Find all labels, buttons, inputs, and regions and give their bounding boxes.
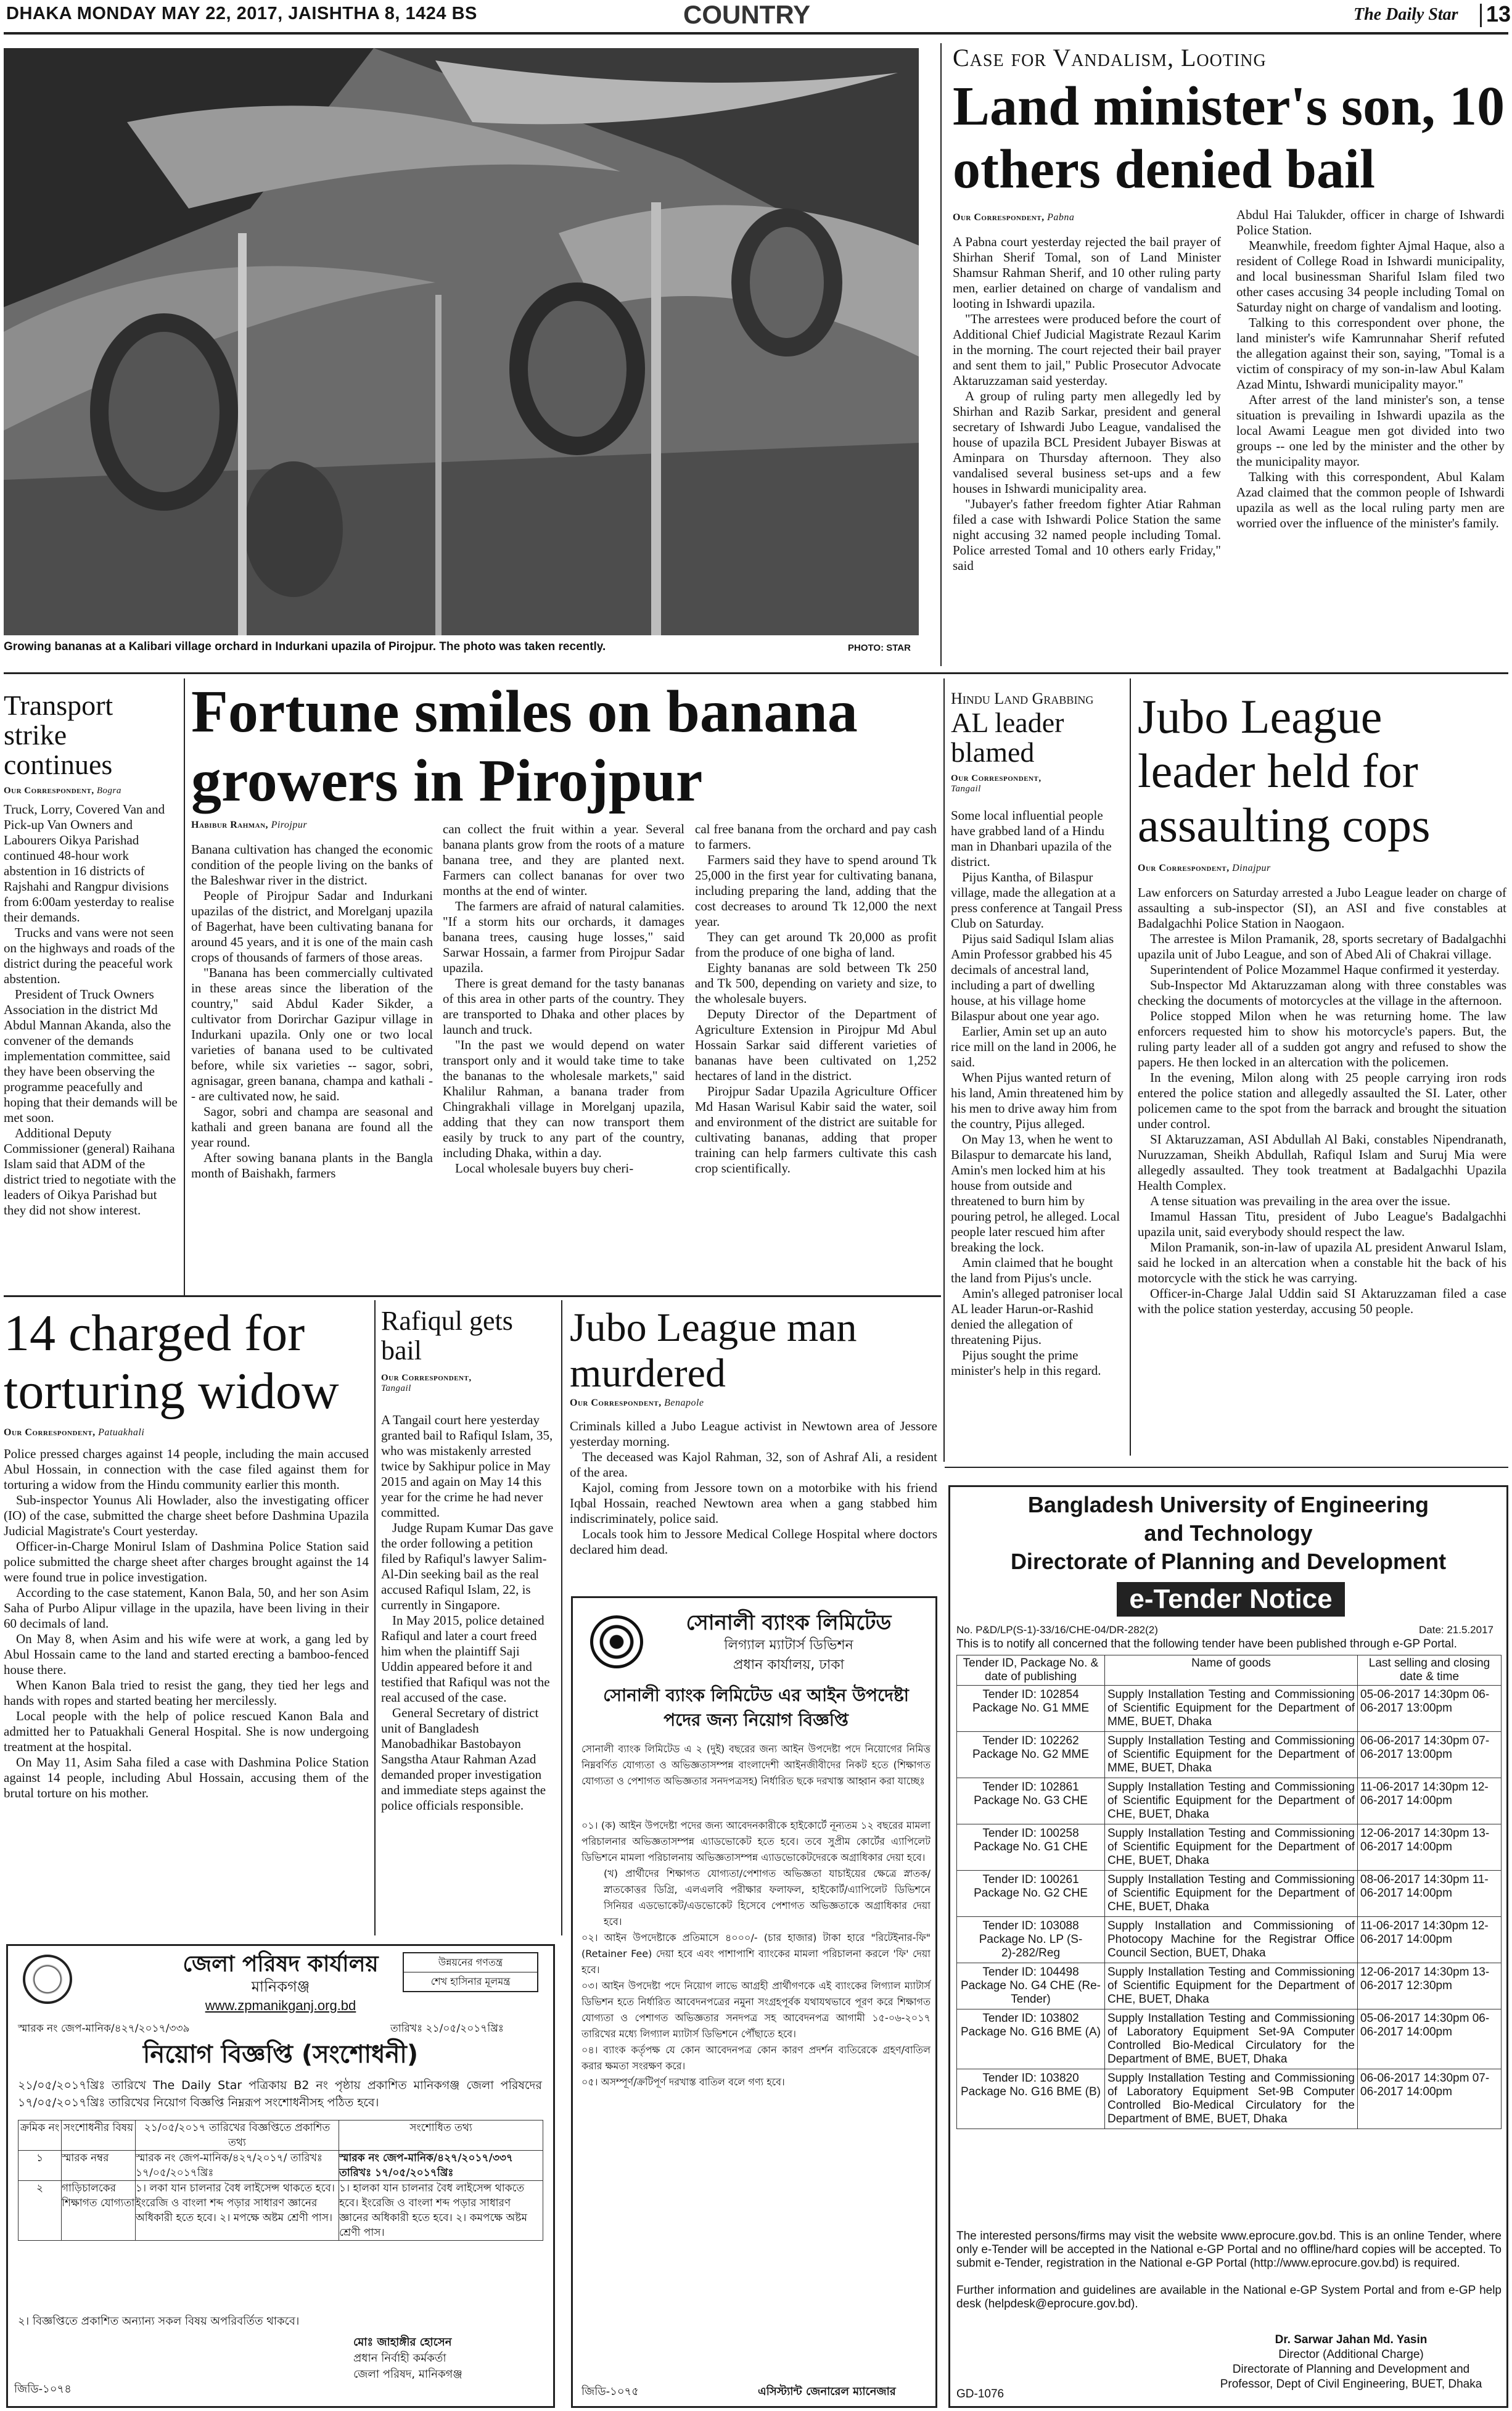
- al-body: [951, 808, 1125, 1379]
- banana-para: "Banana has been commercially cultivated in these areas since the liberation of the country," said Abdul Kader Sikder, a cultivator from Dorirchar Gazipur village in Indurkani upazila. Only one or two local varieties of banana used to be cultivated before, while six varieties -- sagor, sobri, agnisagar, green banana, champa and kathali -- are cultivated now, he said.: [191, 965, 433, 1103]
- sonali-item: ০২। আইন উপদেষ্টাকে প্রতিমাসে ৪০০০/- (চার হাজার) টাকা হারে "রিটেইনার-ফি" (Retainer Fee) দেয়া হবে এবং পাশাপাশি ব্যাংকের মামলা পরিচালনা করলে 'ফি' দেয়া হবে।: [581, 1932, 931, 1976]
- jubo-para: Police stopped Milon when he was returning home. The law enforcers requested him to show his motorcycle's papers. But, the ruling party leader all of a sudden got angry and refused to show the papers. He then locked in an altercation with the policemen.: [1138, 1008, 1506, 1069]
- zila-signer-title: প্রধান নির্বাহী কর্মকর্তা: [353, 2352, 446, 2365]
- sonali-item: ০৪। ব্যাংক কর্তৃপক্ষ যে কোন আবেদনপত্র কোন কারণ প্রদর্শন ব্যতিরেকে গ্রহণ/বাতিল করার ক্ষমতা সংরক্ষণ করে।: [581, 2044, 931, 2072]
- jubo-para: In the evening, Milon along with 25 people carrying iron rods entered the police station and allegedly assaulted the SI. Later, other policemen came to the spot from the barrack and brought the situation under control.: [1138, 1070, 1506, 1131]
- rafiqul-headline: Rafiqul gets bail: [381, 1306, 513, 1366]
- buet-td: Tender ID: 100261 Package No. G2 CHE: [957, 1871, 1105, 1917]
- sonali-item: ০৩। আইন উপদেষ্টা পদে নিয়োগ লাভে আগ্রহী প্রার্থীগণকে এই ব্যাংকের লিগ্যাল ম্যাটার্স ডিভিশন হতে নির্ধারিত আবেদনপত্রের নমুনা সংগ্রহপূর্বক যথাযথভাবে পূরণ করে শিক্ষাগত যোগ্যতা ও পেশাগত অভিজ্ঞতার সনদপত্র সহ আবেদনপত্র আগামী ১৫-০৬-২০১৭ তারিখের মধ্যে লিগ্যাল ম্যাটার্স ডিভিশনে পৌঁছাতে হবে।: [581, 1980, 931, 2040]
- banana-para: The farmers are afraid of natural calamities. "If a storm hits our orchards, it damages banana trees, causing huge losses," said Sarwar Hossain, a farmer from Pirojpur Sadar upazila.: [443, 899, 684, 975]
- zila-td: স্মারক নং জেপ-মানিক/৪২৭/২০১৭/৩৩৭ তারিখঃ ১৭/০৫/২০১৭খ্রিঃ: [339, 2151, 543, 2181]
- land-para: "Jubayer's father freedom fighter Atiar Rahman filed a case with Ishwardi Police Station the same night accusing 32 named people including Tomal. Police arrested Tomal and 10 others early Friday," said: [953, 497, 1221, 573]
- transport-byline: [4, 786, 121, 796]
- zila-td: গাড়িচালকের শিক্ষাগত যোগ্যতা: [62, 2181, 136, 2241]
- jubo-byline: [1138, 863, 1271, 874]
- al-para: Some local influential people have grabbed land of a Hindu man in Dhanbari upazila of the district.: [951, 808, 1112, 869]
- banana-para: Local wholesale buyers buy cheri-: [455, 1161, 634, 1176]
- buet-title2: and Technology: [1144, 1520, 1313, 1546]
- rafiqul-para: Judge Rupam Kumar Das gave the order following a petition filed by Rafiqul's lawyer Salim-Al-Din seeking bail as the real accused Rafiqul Islam, 22, is currently in Singapore.: [381, 1520, 554, 1612]
- sonali-item: (খ) প্রার্থীদের শিক্ষাগত যোগ্যতা/পেশাগত অভিজ্ঞতা যাচাইয়ের ক্ষেত্রে স্নাতক/স্নাতকোত্তর ডিগ্রি, এলএলবি পরীক্ষার ফলাফল, হাইকোর্ট/এ্যাপিলেট ডিভিশনে সিনিয়র এডভোকেট/এডভোকেট হিসেবে পেশাগত অভিজ্ঞতাকে অগ্রাধিকার দেয়া হবে।: [604, 1868, 931, 1927]
- murdered-para: Kajol, coming from Jessore town on a motorbike with his friend Iqbal Hossain, reached Newtown area when a gang stabbed him indiscriminately, police said.: [570, 1480, 937, 1526]
- rafiqul-para: General Secretary of district unit of Bangladesh Manobadhikar Bastobayon Sangstha Ataur Rahman Azad demanded proper investigation and immediate steps against the police officials responsible.: [381, 1705, 546, 1813]
- zila-slogan2: শেখ হাসিনার মূলমন্ত্র: [430, 1976, 511, 1987]
- buet-intro: This is to notify all concerned that the following tender have been published through e-GP Portal.: [956, 1638, 1457, 1651]
- land-para: "The arrestees were produced before the court of Additional Chief Judicial Magistrate Rezaul Karim in the morning. The court rejected their bail prayer and sent them to jail," Public Prosecutor Advocate Aktaruzzaman said yesterday.: [953, 311, 1221, 388]
- widow-para: Local people with the help of police rescued Kanon Bala and admitted her to Patuakhali General Hospital. She is now undergoing treatment at the hospital.: [4, 1708, 369, 1754]
- zila-td: ১। লকা যান চালনার বৈধ লাইসেন্স থাকতে হবে। ইংরেজি ও বাংলা শব্দ পড়ার সাধারণ জ্ঞানের অধিকারী হতে হবে। ২। মপক্ষে অষ্টম শ্রেণী পাস।: [136, 2181, 339, 2241]
- buet-td: Tender ID: 102861 Package No. G3 CHE: [957, 1778, 1105, 1824]
- zila-note: ২। বিজ্ঞপ্তিতে প্রকাশিত অন্যান্য সকল বিষয় অপরিবর্তিত থাকবে।: [18, 2315, 300, 2328]
- al-byline: [951, 773, 1111, 794]
- zila-intro: ২১/০৫/২০১৭খ্রিঃ তারিখে The Daily Star পত্রিকায় B2 নং পৃষ্ঠায় প্রকাশিত মানিকগঞ্জ জেলা পরিষদের ১৭/০৫/২০১৭খ্রিঃ তারিখের নিয়োগ বিজ্ঞপ্তি নিম্নরূপ সংশোধনীসহ পঠিত হবে।: [18, 2079, 542, 2109]
- buet-td: Tender ID: 102262 Package No. G2 MME: [957, 1732, 1105, 1778]
- land-byline: [953, 212, 1074, 223]
- banana-col2: [443, 822, 684, 1176]
- al-para: Pijus sought the prime minister's help in this regard.: [951, 1348, 1101, 1378]
- buet-td: Supply Installation Testing and Commissioning of Laboratory Equipment Set-9B Computer Controlled Bio-Medical Circulatory for the Department of BME, BUET, Dhaka: [1105, 2069, 1358, 2129]
- buet-signer-role: Director (Additional Charge): [1278, 2348, 1424, 2361]
- banana-byline-name: Habibur Rahman,: [191, 820, 269, 830]
- transport-byline-place: Bogra: [96, 786, 121, 796]
- jubo-para: Sub-Inspector Md Aktaruzzaman along with three constables was checking the documents of motorcycles at the village in the afternoon.: [1138, 978, 1506, 1008]
- zila-td: ১। হালকা যান চালনার বৈধ লাইসেন্স থাকতে হবে। ইংরেজি ও বাংলা শব্দ পড়ার সাধারণ জ্ঞানের অধিকারী হতে হবে। ২। কমপক্ষে অষ্টম শ্রেণী পাস।: [339, 2181, 543, 2241]
- banana-headline: Fortune smiles on banana growers in Pirojpur: [191, 678, 858, 814]
- buet-table-row: [957, 1917, 1502, 1963]
- murdered-byline-place: Benapole: [664, 1398, 704, 1408]
- al-para: Earlier, Amin set up an auto rice mill on the land in 2006, he said.: [951, 1024, 1117, 1069]
- zila-th: সংশোধনীর বিষয়: [62, 2120, 136, 2151]
- zila-signer: মোঃ জাহাঙ্গীর হোসেন: [353, 2336, 452, 2349]
- widow-para: Police pressed charges against 14 people, including the main accused Abul Hossain, in connection with the case filed against them for torturing a widow from the Hindu community earlier this month.: [4, 1446, 369, 1492]
- transport-body: [4, 802, 179, 1218]
- sonali-title: সোনালী ব্যাংক লিমিটেড: [686, 1610, 892, 1635]
- sonali-division: লিগ্যাল ম্যাটার্স ডিভিশন: [724, 1638, 853, 1653]
- land-para: A group of ruling party men allegedly led by Shirhan and Razib Sarkar, president and general secretary of Ishwardi Jubo League, vandalised the house of upazila BCL President Jubayer Biswas at Aminpara on Thursday afternoon. They also vandalised several business set-ups and a few houses in Ishwardi municipality area.: [953, 389, 1221, 496]
- sonali-signer: এসিস্ট্যান্ট জেনারেল ম্যানেজার: [758, 2385, 896, 2398]
- land-byline-place: Pabna: [1047, 212, 1075, 223]
- transport-para: Truck, Lorry, Covered Van and Pick-up Van Owners and Labourers Oikya Parishad continued 48-hour work abstention in 16 districts of Rajshahi and Rangpur divisions from 6:00am yesterday to realise their demands.: [4, 802, 175, 925]
- widow-headline: 14 charged for torturing widow: [4, 1304, 339, 1420]
- widow-para: According to the case statement, Kanon Bala, 50, and her son Asim Saha of Purbo Alipur village in the upazila, have been living in their 60 decimals of land.: [4, 1585, 369, 1631]
- buet-signer-office: Directorate of Planning and Development and: [1232, 2363, 1470, 2376]
- sonali-logo-icon: [590, 1615, 643, 1668]
- buet-table-row: [957, 1778, 1502, 1824]
- zila-th: সংশোধিত তথ্য: [339, 2120, 543, 2151]
- jubo-para: Milon Pramanik, son-in-law of upazila AL president Anwarul Islam, said he locked in an altercation when a constable hit the back of his motorcycle with the stick he was carrying.: [1138, 1240, 1506, 1285]
- zila-code: জিডি-১০৭৪: [14, 2383, 72, 2396]
- sonali-code: জিডি-১০৭৫: [581, 2385, 639, 2398]
- buet-footer1: The interested persons/firms may visit the website www.eprocure.gov.bd. This is an online Tender, where only e-Tender will be accepted in the National e-GP Portal and no offline/hard copies will be accepted. To submit e-Tender, registration in the National e-GP Portal (http://www.eprocure.gov.bd) is required.: [956, 2230, 1502, 2270]
- jubo-headline: Jubo League leader held for assaulting cops: [1138, 690, 1431, 852]
- al-para: When Pijus wanted return of his land, Amin threatened him by his men to drive away him from the country, Pijus alleged.: [951, 1070, 1124, 1131]
- transport-para: Trucks and vans were not seen on the highways and roads of the district during the peaceful work abstention.: [4, 925, 175, 986]
- buet-table-row: [957, 1963, 1502, 2009]
- widow-para: When Kanon Bala tried to resist the gang, they tied her legs and hands with ropes and started beating her mercilessly.: [4, 1678, 369, 1708]
- zila-td: ২: [18, 2181, 62, 2241]
- zila-th: ২১/০৫/২০১৭ তারিখের বিজ্ঞপ্তিতে প্রকাশিত তথ্য: [136, 2120, 339, 2151]
- jubo-para: The arrestee is Milon Pramanik, 28, sports secretary of Badalgachhi upazila unit of Jubo League, and son of Abed Ali of Chakrai village.: [1138, 931, 1506, 962]
- page-number: 13: [1486, 1, 1511, 27]
- al-para: Amin's alleged patroniser local AL leader Harun-or-Rashid denied the allegation of threatening Pijus.: [951, 1286, 1123, 1347]
- banana-para: Banana cultivation has changed the economic condition of the people living on the banks of the Baleshwar river in the district.: [191, 842, 433, 888]
- zila-td: ১: [18, 2151, 62, 2181]
- buet-td: Tender ID: 103820 Package No. G16 BME (B): [957, 2069, 1105, 2129]
- buet-td: Supply Installation Testing and Commissioning of Scientific Equipment for the Department of CHE, BUET, Dhaka: [1105, 1824, 1358, 1871]
- buet-td: Supply Installation Testing and Commissioning of Scientific Equipment for the Department of CHE, BUET, Dhaka: [1105, 1778, 1358, 1824]
- buet-banner-text: e-Tender Notice: [1129, 1584, 1333, 1614]
- sonali-heading: সোনালী ব্যাংক লিমিটেড এর আইন উপদেষ্টা পদের জন্য নিয়োগ বিজ্ঞপ্তি: [603, 1685, 909, 1730]
- jubo-para: Officer-in-Charge Jalal Uddin said SI Aktaruzzaman filed a case with the police station yesterday, accusing 50 people.: [1138, 1286, 1506, 1316]
- jubo-para: A tense situation was prevailing in the area over the issue.: [1150, 1193, 1450, 1208]
- buet-td: Tender ID: 100258 Package No. G1 CHE: [957, 1824, 1105, 1871]
- buet-th: Tender ID, Package No. & date of publishing: [957, 1655, 1105, 1686]
- jubo-body: [1138, 885, 1506, 1317]
- buet-table-row: [957, 2009, 1502, 2069]
- banana-para: They can get around Tk 20,000 as profit from the produce of one bigha of land.: [695, 929, 937, 960]
- widow-byline-name: Our Correspondent,: [4, 1427, 96, 1438]
- land-kicker: Case for Vandalism, Looting: [953, 44, 1267, 72]
- zila-td: স্মারক নং জেপ-মানিক/৪২৭/২০১৭/ তারিখঃ ১৭/০৫/২০১৭খ্রিঃ: [136, 2151, 339, 2181]
- photo-credit: PHOTO: STAR: [848, 643, 911, 653]
- jubo-para: SI Aktaruzzaman, ASI Abdullah Al Baki, constables Nipendranath, Nuruzzaman, Sheikh Abdullah, Rafiqul Islam and Suruj Mia were allegedly assaulted. They took treatment at Badalgachhi Upazila Health Complex.: [1138, 1132, 1506, 1193]
- murdered-byline: [570, 1398, 704, 1409]
- murdered-body: [570, 1419, 937, 1557]
- buet-th: Last selling and closing date & time: [1358, 1655, 1502, 1686]
- buet-table-row: [957, 1686, 1502, 1732]
- buet-ref: No. P&D/LP(S-1)-33/16/CHE-04/DR-282(2): [956, 1624, 1158, 1636]
- buet-banner: [1117, 1582, 1345, 1617]
- land-para: After arrest of the land minister's son, a tense situation is prevailing in Ishwardi upazila as the local Awami League men got divided into two groups -- one led by the minister and the other by the municipality mayor.: [1236, 392, 1505, 469]
- zila-memo: স্মারক নং জেপ-মানিক/৪২৭/২০১৭/৩৩৯: [18, 2022, 190, 2035]
- buet-table-row: [957, 1871, 1502, 1917]
- paper-logo: The Daily Star: [1354, 5, 1458, 24]
- rafiqul-para: In May 2015, police detained Rafiqul and later a court freed him when the plaintiff Saji Uddin appeared before it and testified that Rafiqul was not the real accused of the case.: [381, 1613, 550, 1705]
- murdered-para: Locals took him to Jessore Medical College Hospital where doctors declared him dead.: [570, 1527, 937, 1557]
- transport-headline: Transport strike continues: [4, 690, 113, 780]
- buet-td: Tender ID: 103088 Package No. LP (S-2)-282/Reg: [957, 1917, 1105, 1963]
- buet-td: 06-06-2017 14:30pm 07-06-2017 14:00pm: [1358, 2069, 1502, 2129]
- zila-table: [18, 2120, 543, 2241]
- land-byline-name: Our Correspondent,: [953, 212, 1045, 223]
- transport-byline-name: Our Correspondent,: [4, 786, 94, 796]
- buet-td: 11-06-2017 14:30pm 12-06-2017 14:00pm: [1358, 1778, 1502, 1824]
- rafiqul-para: A Tangail court here yesterday granted bail to Rafiqul Islam, 35, who was mistakenly arrested twice by Sakhipur police in May 2015 and again on May 14 this year for the crime he had never committed.: [381, 1412, 553, 1520]
- rafiqul-byline-place: Tangail: [381, 1383, 411, 1393]
- widow-para: Officer-in-Charge Monirul Islam of Dashmina Police Station said police submitted the charge sheet after charges brought against the 14 were found true in police investigation.: [4, 1539, 369, 1585]
- banana-col1: [191, 842, 433, 1181]
- buet-th: Name of goods: [1105, 1655, 1358, 1686]
- sonali-item: ০৫। অসম্পূর্ণ/ক্রটিপূর্ণ দরখাস্ত বাতিল বলে গণ্য হবে।: [581, 2076, 785, 2088]
- buet-td: 06-06-2017 14:30pm 07-06-2017 13:00pm: [1358, 1732, 1502, 1778]
- al-para: On May 13, when he went to Bilaspur to demarcate his land, Amin's men locked him at his house from outside and threatened to burn him by pouring petrol, he alleged. Local people later rescued him after breaking the lock.: [951, 1132, 1120, 1255]
- buet-code: GD-1076: [956, 2388, 1005, 2401]
- zila-memo-date: তারিখঃ ২১/০৫/২০১৭খ্রিঃ: [390, 2022, 504, 2035]
- transport-para: Additional Deputy Commissioner (general) Raihana Islam said that ADM of the district tried to negotiate with the leaders of Oikya Parishad but they did not show interest.: [4, 1126, 176, 1218]
- widow-byline-place: Patuakhali: [98, 1427, 145, 1438]
- banana-para: Deputy Director of the Department of Agriculture Extension in Pirojpur Md Abul Hossain Sarkar said different varieties of bananas have been cultivated on 1,252 hectares of land in the district.: [695, 1007, 937, 1083]
- zila-title: জেলা পরিষদ কার্যালয়: [183, 1951, 379, 1977]
- banana-para: cal free banana from the orchard and pay cash to farmers.: [695, 822, 937, 852]
- rafiqul-byline: [381, 1373, 472, 1394]
- buet-td: 08-06-2017 14:30pm 11-06-2017 14:00pm: [1358, 1871, 1502, 1917]
- rafiqul-byline-name: Our Correspondent,: [381, 1373, 472, 1383]
- buet-td: Supply Installation Testing and Commissioning of Scientific Equipment for the Department of MME, BUET, Dhaka: [1105, 1686, 1358, 1732]
- jubo-para: Imamul Hassan Titu, president of Jubo League's Badalgachhi upazila unit, said everybody should respect the law.: [1138, 1209, 1506, 1239]
- banana-para: Farmers said they have to spend around Tk 25,000 in the first year for cultivating banana, including preparing the land, adding that the cost decreases to around Tk 12,000 the next year.: [695, 852, 937, 929]
- buet-td: Tender ID: 103802 Package No. G16 BME (A): [957, 2009, 1105, 2069]
- land-col2: [1236, 207, 1505, 531]
- banana-para: People of Pirojpur Sadar and Indurkani upazilas of the district, and Morelganj upazila of Bagerhat, have been cultivating banana for around 45 years, and it is one of the main cash crops of thousands of farmers of those areas.: [191, 888, 433, 965]
- murdered-para: Criminals killed a Jubo League activist in Newtown area of Jessore yesterday morning.: [570, 1419, 937, 1449]
- land-headline: Land minister's son, 10 others denied bail: [953, 76, 1505, 200]
- jubo-byline-place: Dinajpur: [1232, 863, 1271, 873]
- buet-table-row: [957, 1824, 1502, 1871]
- buet-table-row: [957, 1732, 1502, 1778]
- zila-signer-office: জেলা পরিষদ, মানিকগঞ্জ: [353, 2368, 462, 2381]
- sonali-bank-ad: [571, 1596, 937, 2408]
- buet-signer-dept: Professor, Dept of Civil Engineering, BUET, Dhaka: [1220, 2378, 1482, 2391]
- land-para: A Pabna court yesterday rejected the bail prayer of Shirhan Sherif Tomal, son of Land Minister Shamsur Rahman Sherif, and 10 other ruling party men, earlier detained on charge of vandalism and looting in Ishwardi upazila.: [953, 234, 1221, 311]
- buet-title3: Directorate of Planning and Development: [1010, 1549, 1447, 1574]
- buet-td: Supply Installation Testing and Commissioning of Scientific Equipment for the Department of CHE, BUET, Dhaka: [1105, 1871, 1358, 1917]
- banana-para: can collect the fruit within a year. Several banana plants grow from the roots of a mature banana tree, and they are planted next. Farmers can collect bananas for over two months at the end of winter.: [443, 822, 684, 898]
- transport-para: President of Truck Owners Association in the district Md Abdul Mannan Akanda, also the convener of the demands implementation committee, said they have been observing the programme peacefully and hoping that their demands will be met soon.: [4, 987, 178, 1125]
- zila-district: মানিকগঞ্জ: [251, 1978, 310, 1995]
- buet-signer: Dr. Sarwar Jahan Md. Yasin: [1275, 2333, 1428, 2346]
- photo-caption: Growing bananas at a Kalibari village orchard in Indurkani upazila of Pirojpur. The photo was taken recently.: [4, 640, 606, 653]
- banana-para: There is great demand for the tasty bananas of this area in other parts of the country. They are transported to Dhaka and other places by launch and truck.: [443, 976, 684, 1037]
- banana-para: "In the past we would depend on water transport only and it would take time to take the bananas to the wholesale markets," said Khalilur Rahman, a banana trader from Chingrakhali village in Morelganj upazila, adding that they can now transport them easily by truck to any part of the country, including Dhaka, within a day.: [443, 1037, 684, 1160]
- al-kicker: Hindu Land Grabbing: [951, 690, 1094, 707]
- banana-byline-place: Pirojpur: [271, 820, 308, 830]
- banana-para: After sowing banana plants in the Bangla month of Baishakh, farmers: [191, 1150, 433, 1181]
- zila-table-header: [18, 2120, 543, 2151]
- buet-td: Supply Installation and Commissioning of Photocopy Machine for the Registrar Office Council Section, BUET, Dhaka: [1105, 1917, 1358, 1963]
- jubo-para: Law enforcers on Saturday arrested a Jubo League leader on charge of assaulting a sub-inspector (SI), an ASI and five constables at Badalgachhi Police Station in Naogaon.: [1138, 885, 1506, 931]
- al-byline-place: Tangail: [951, 784, 981, 794]
- buet-td: Tender ID: 102854 Package No. G1 MME: [957, 1686, 1105, 1732]
- land-para: Meanwhile, freedom fighter Ajmal Haque, also a resident of College Road in Ishwardi municipality, and local businessman Shariful Islam filed two other cases accusing 34 people including Tomal on Saturday night on charge of vandalism and looting.: [1236, 238, 1505, 315]
- land-para: Abdul Hai Talukder, officer in charge of Ishwardi Police Station.: [1236, 207, 1505, 237]
- buet-title1: Bangladesh University of Engineering: [1027, 1492, 1429, 1517]
- murdered-headline: Jubo League man murdered: [570, 1305, 857, 1396]
- buet-table-row: [957, 2069, 1502, 2129]
- murdered-byline-name: Our Correspondent,: [570, 1398, 662, 1408]
- buet-footer2: Further information and guidelines are available in the National e-GP System Portal and from e-GP help desk (helpdesk@eprocure.gov.bd).: [956, 2284, 1502, 2310]
- zila-heading: নিয়োগ বিজ্ঞপ্তি (সংশোধনী): [142, 2040, 419, 2069]
- zila-website[interactable]: www.zpmanikganj.org.bd: [205, 1998, 356, 2013]
- al-headline: AL leader blamed: [951, 707, 1064, 768]
- al-para: Pijus said Sadiqul Islam alias Amin Professor grabbed his 45 decimals of ancestral land, including a part of dwelling house, at his village home Bilaspur about one year ago.: [951, 931, 1114, 1023]
- banana-byline: [191, 820, 307, 831]
- buet-td: 11-06-2017 14:30pm 12-06-2017 14:00pm: [1358, 1917, 1502, 1963]
- rafiqul-body: [381, 1412, 555, 1813]
- widow-para: On May 8, when Asim and his wife were at work, a gang led by Abul Hossain came to the land and started erecting a bamboo-fenced house there.: [4, 1631, 369, 1677]
- sonali-intro: সোনালী ব্যাংক লিমিটেড এ ২ (দুই) বছরের জন্য আইন উপদেষ্টা পদে নিয়োগের নিমিত্ত নিম্নবর্ণিত যোগ্যতা ও অভিজ্ঞতাসম্পন্ন বাংলাদেশী আইনজীবীদের নিকট হতে (শিক্ষাগত যোগ্যতা ও পেশাগত অভিজ্ঞতার সনদপত্রসহ) নির্ধারিত ছকে দরখাস্ত আহ্বান করা যাচ্ছেঃ: [581, 1743, 931, 1787]
- banana-para: Eighty bananas are sold between Tk 250 and Tk 500, depending on variety and size, to the wholesale buyers.: [695, 960, 937, 1006]
- buet-tender-ad: [948, 1485, 1508, 2408]
- widow-byline: [4, 1427, 144, 1438]
- jubo-byline-name: Our Correspondent,: [1138, 863, 1230, 873]
- sonali-item: ০১। (ক) আইন উপদেষ্টা পদের জন্য আবেদনকারীকে হাইকোর্টে নূন্যতম ১২ বছরের মামলা পরিচালনার অভিজ্ঞতাসম্পন্ন এ্যাডভোকেট হতে হবে। তবে সুপ্রীম কোর্টের এ্যাপিলেট ডিভিশনে মামলা পরিচালনায় অভিজ্ঞতাসম্পন্ন এ্যাডভোকেটদেরকে অগ্রাধিকার দেয়া হবে।: [581, 1820, 931, 1863]
- banana-col3: [695, 822, 937, 1176]
- zila-table-row: [18, 2151, 543, 2181]
- land-para: Talking with this correspondent, Abul Kalam Azad claimed that the common people of Ishwardi upazila as well as the local ruling party men are worried over the influence of the minister's family.: [1236, 469, 1505, 530]
- buet-td: Supply Installation Testing and Commissioning of Scientific Equipment for the Department of CHE, BUET, Dhaka: [1105, 1963, 1358, 2009]
- buet-td: 12-06-2017 14:30pm 13-06-2017 14:00pm: [1358, 1824, 1502, 1871]
- jubo-para: Superintendent of Police Mozammel Haque confirmed it yesterday.: [1150, 962, 1500, 977]
- al-para: Amin claimed that he bought the land from Pijus's uncle.: [951, 1255, 1113, 1285]
- sonali-office: প্রধান কার্যালয়, ঢাকা: [733, 1657, 844, 1673]
- al-byline-name: Our Correspondent,: [951, 773, 1042, 783]
- zila-table-row: [18, 2181, 543, 2241]
- zila-td: স্মারক নম্বর: [62, 2151, 136, 2181]
- buet-td: 05-06-2017 14:30pm 06-06-2017 13:00pm: [1358, 1686, 1502, 1732]
- buet-table-header: [957, 1655, 1502, 1686]
- banana-photo: [4, 48, 919, 635]
- zila-slogan: [403, 1952, 538, 1992]
- murdered-para: The deceased was Kajol Rahman, 32, son of Ashraf Ali, a resident of the area.: [570, 1449, 937, 1480]
- widow-body: [4, 1446, 369, 1801]
- land-para: Talking to this correspondent over phone, the land minister's wife Kamrunnahar Sherif refuted the allegation against their son, saying, "Tomal is a victim of conspiracy of my son-in-law Abul Kalam Azad Mintu, Ishwardi municipality mayor.": [1236, 315, 1505, 392]
- widow-para: Sub-inspector Younus Ali Howlader, also the investigating officer (IO) of the case, submitted the charge sheet before Dashmina Upazila Judicial Magistrate's Court yesterday.: [4, 1493, 369, 1538]
- buet-td: Supply Installation Testing and Commissioning of Laboratory Equipment Set-9A Computer Controlled Bio-Medical Circulatory for the Department of BME, BUET, Dhaka: [1105, 2009, 1358, 2069]
- zila-parishad-ad: [6, 1944, 555, 2408]
- masthead-date: DHAKA MONDAY MAY 22, 2017, JAISHTHA 8, 1424 BS: [6, 4, 477, 23]
- buet-table: [956, 1655, 1502, 2129]
- al-para: Pijus Kantha, of Bilaspur village, made the allegation at a press conference at Tangail Press Club on Saturday.: [951, 870, 1123, 931]
- buet-td: Supply Installation Testing and Commissioning of Scientific Equipment for the Department of MME, BUET, Dhaka: [1105, 1732, 1358, 1778]
- land-col1: [953, 234, 1221, 574]
- banana-para: Sagor, sobri and champa are seasonal and kathali and green banana are found all the year round.: [191, 1104, 433, 1150]
- buet-td: Tender ID: 104498 Package No. G4 CHE (Re-Tender): [957, 1963, 1105, 2009]
- buet-td: 05-06-2017 14:30pm 06-06-2017 14:00pm: [1358, 2009, 1502, 2069]
- buet-td: 12-06-2017 14:30pm 13-06-2017 12:30pm: [1358, 1963, 1502, 2009]
- widow-para: On May 11, Asim Saha filed a case with Dashmina Police Station against 14 people, including Abul Hossain, accusing them of the brutal torture on his mother.: [4, 1755, 369, 1800]
- section-label: COUNTRY: [683, 0, 811, 29]
- zila-th: ক্রমিক নং: [18, 2120, 62, 2151]
- sonali-items: [581, 1818, 931, 2090]
- zila-slogan1: উন্নয়নের গণতন্ত্র: [404, 1953, 537, 1972]
- buet-date: Date: 21.5.2017: [1419, 1624, 1494, 1636]
- banana-para: Pirojpur Sadar Upazila Agriculture Officer Md Hasan Warisul Kabir said the water, soil and environment of the district are suitable for cultivating bananas, adding that proper training can help farmers cultivate this cash crop scientifically.: [695, 1084, 937, 1176]
